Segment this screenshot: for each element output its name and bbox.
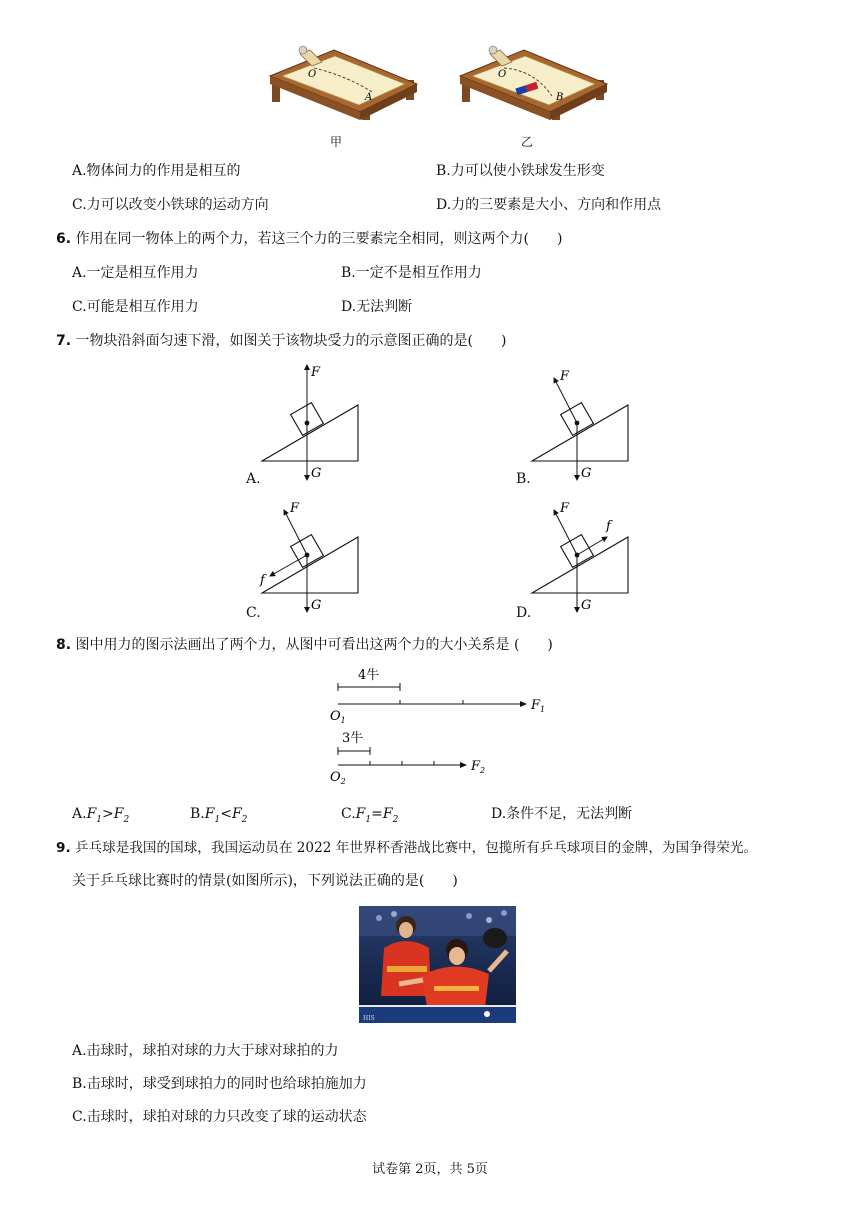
q6-option-c[interactable]: C.可能是相互作用力 [72, 299, 199, 315]
figure-jia [262, 40, 422, 140]
label-friction: f [260, 573, 265, 588]
q7-figure-d[interactable] [510, 494, 640, 619]
label-f: F [311, 365, 321, 380]
q7-figure-b[interactable] [510, 362, 640, 487]
label-f: F [290, 501, 300, 516]
q8-number: 8. [56, 637, 72, 653]
q6-stem [56, 230, 562, 248]
ball [299, 46, 307, 54]
q7-option-c[interactable]: C. [246, 605, 261, 621]
q7-figure-c[interactable] [240, 494, 370, 619]
ball [489, 46, 497, 54]
table-tennis-photo [359, 906, 516, 1023]
q9-number: 9. [56, 840, 71, 856]
q6-number: 6. [56, 231, 72, 247]
label-g: G [581, 598, 592, 613]
q9-option-b[interactable]: B.击球时，球受到球拍力的同时也给球拍施加力 [72, 1076, 367, 1092]
scale-label-2: 3牛 [342, 731, 364, 746]
q9-option-c[interactable]: C.击球时，球拍对球的力只改变了球的运动状态 [72, 1109, 367, 1125]
photo-watermark: HIS [363, 1015, 375, 1022]
q6-option-d[interactable]: D.无法判断 [341, 299, 413, 315]
q5-option-c[interactable]: C.力可以改变小铁球的运动方向 [72, 197, 269, 213]
q7-option-b[interactable]: B. [516, 471, 531, 487]
page-footer: 试卷第 2页，共 5页 [372, 1162, 488, 1177]
q7-stem-text: 一物块沿斜面匀速下滑，如图关于该物块受力的示意图正确的是( ) [75, 333, 507, 349]
label-g: G [581, 466, 592, 481]
q5-option-b[interactable]: B.力可以使小铁球发生形变 [436, 163, 605, 179]
q9-stem-line2: 关于乒乓球比赛时的情景(如图所示)，下列说法正确的是( ) [72, 873, 458, 889]
q6-option-a[interactable]: A.一定是相互作用力 [72, 265, 199, 281]
q8-option-b[interactable]: $B.F_1<F_2$ [190, 806, 248, 825]
origin-o1: $O_1$ [330, 709, 346, 725]
label-friction: f [606, 519, 611, 534]
label-b: B [556, 92, 564, 103]
q5-option-d[interactable]: D.力的三要素是大小、方向和作用点 [436, 197, 662, 213]
label-o: O [308, 69, 317, 80]
q5-option-a[interactable]: A.物体间力的作用是相互的 [72, 163, 241, 179]
label-o: O [498, 69, 507, 80]
q7-option-a[interactable]: A. [246, 471, 261, 487]
label-f: F [560, 369, 570, 384]
q7-figure-a[interactable] [240, 362, 370, 487]
label-f: F [560, 501, 570, 516]
force-f1-label: $F_1$ [531, 698, 546, 714]
figure-caption-yi: 乙 [521, 135, 534, 149]
label-g: G [311, 466, 322, 481]
q9-stem [56, 839, 757, 857]
origin-o2: $O_2$ [330, 770, 346, 786]
q8-stem [56, 636, 553, 654]
scale-label-1: 4牛 [358, 668, 380, 683]
q8-stem-text: 图中用力的图示法画出了两个力，从图中可看出这两个力的大小关系是 ( ) [75, 637, 553, 653]
q6-option-b[interactable]: B.一定不是相互作用力 [341, 265, 482, 281]
q8-option-c[interactable]: $C.F_1=F_2$ [341, 806, 399, 825]
figure-caption-jia: 甲 [330, 135, 343, 149]
q7-stem [56, 332, 506, 350]
force-f2-label: $F_2$ [471, 759, 486, 775]
q8-option-a[interactable]: $A.F_1>F_2$ [72, 806, 130, 825]
q9-option-a[interactable]: A.击球时，球拍对球的力大于球对球拍的力 [72, 1043, 339, 1059]
label-g: G [311, 598, 322, 613]
q8-option-d[interactable]: D.条件不足，无法判断 [491, 806, 633, 822]
label-a: A [365, 92, 373, 103]
q7-option-d[interactable]: D. [516, 605, 532, 621]
q6-stem-text: 作用在同一物体上的两个力，若这三个力的三要素完全相同，则这两个力( ) [75, 231, 563, 247]
q7-number: 7. [56, 333, 72, 349]
q9-stem-line1: 乒乓球是我国的国球，我国运动员在 2022 年世界杯香港战比赛中，包揽所有乒乓球项目的金牌，为国争得荣光。 [74, 840, 758, 856]
figure-yi [452, 40, 612, 140]
q8-force-diagram [320, 662, 560, 792]
